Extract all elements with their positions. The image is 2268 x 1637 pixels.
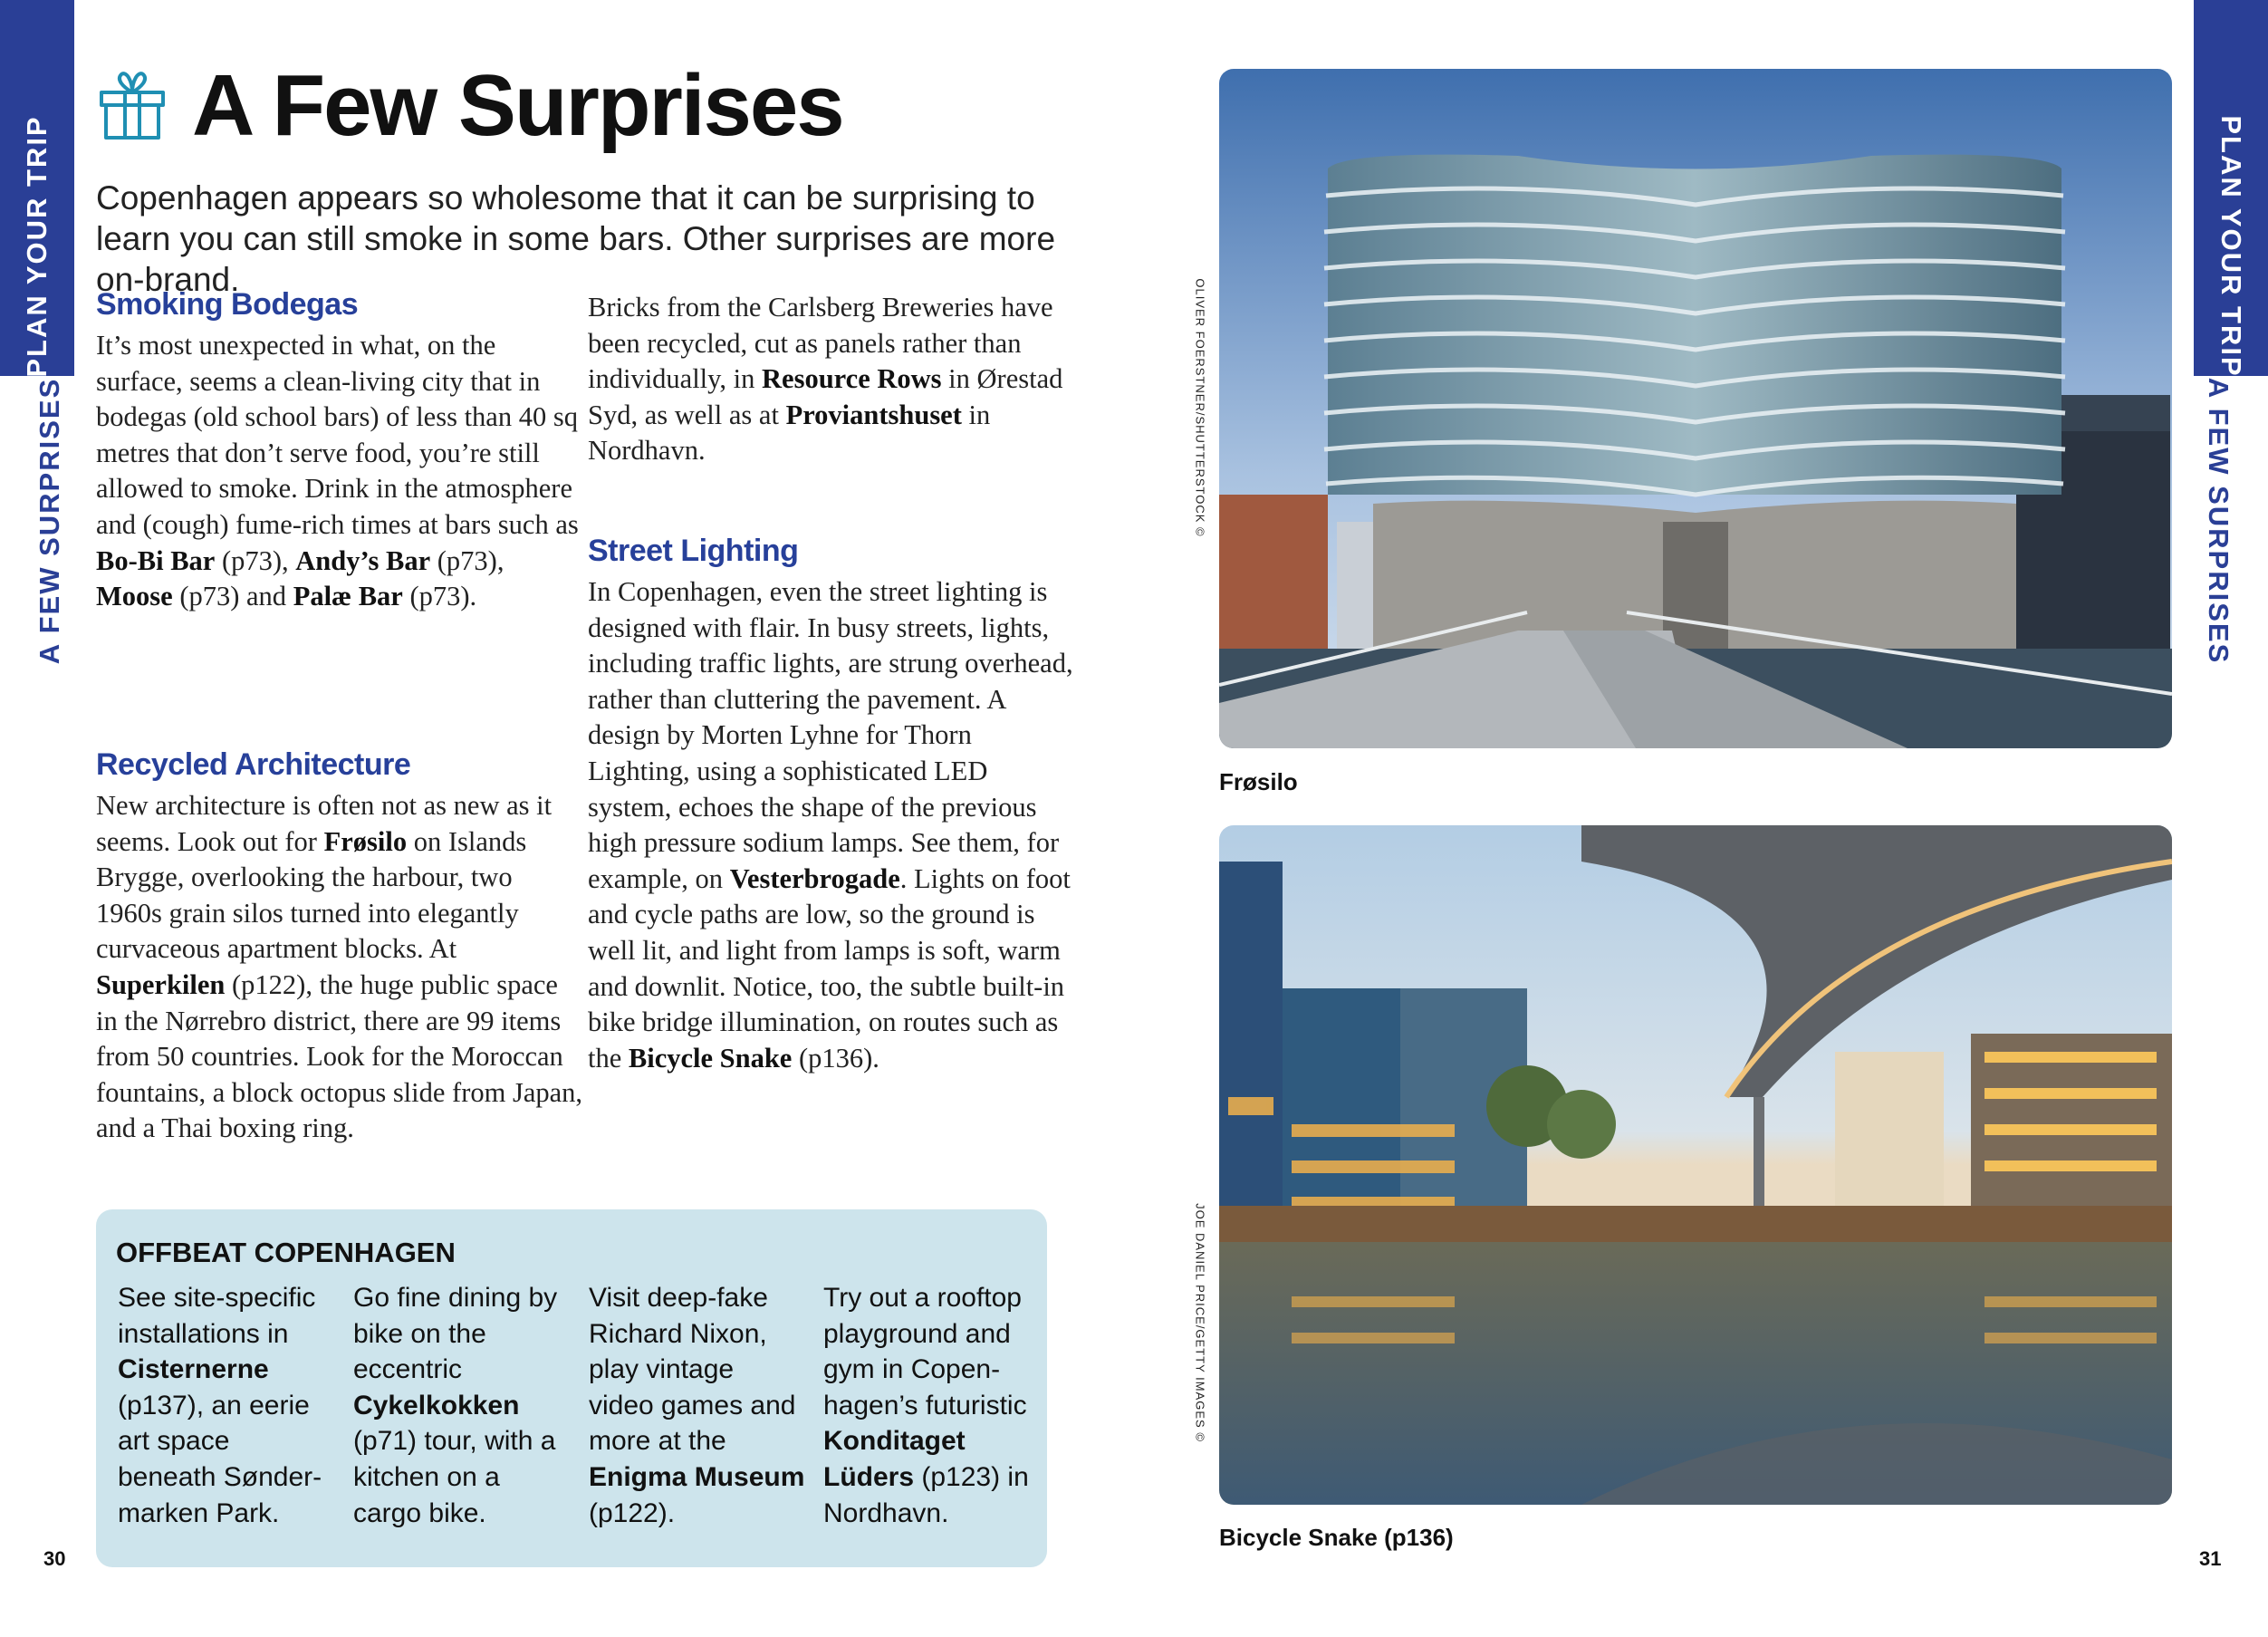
right-tab-plan-your-trip: PLAN YOUR TRIP xyxy=(2215,115,2247,378)
photo-credit-bottom: JOE DANIEL PRICE/GETTY IMAGES © xyxy=(1193,1203,1207,1442)
offbeat-item: Try out a rooftop playground and gym in Copenhagen’s futuristic Konditaget Lüders (p123) in Nordhavn. xyxy=(823,1283,1029,1528)
section-body: In Copenhagen, even the street lighting is designed with flair. In busy streets, lights, including traffic lights, are strung overhead, rather than cluttering the pavement. A design by Morten Lyhne for Thorn Lighting, using a sophisticated LED system, echoes the shape of the previous high pressure sodium lamps. See them, for example, on Vesterbrogade. Lights on foot and cycle paths are low, so the ground is well lit, and light from lamps is soft, warm and downlit. Notice, too, the subtle built-in bike bridge illumination, on routes such as the Bicycle Snake (p136). xyxy=(588,576,1073,1074)
section-body: New architecture is often not as new as it seems. Look out for Frøsilo on Islands Brygge, overlooking the harbour, two 1960s grain silos turned into elegantly curvaceous apartment blocks. At Superkilen (p122), the huge public space in the Nørrebro district, there are 99 items from 50 countries. Look for the Moroccan fountains, a block octopus slide from Japan, and a Thai boxing ring. xyxy=(96,790,583,1144)
photo-caption-bottom: Bicycle Snake (p136) xyxy=(1219,1524,1454,1551)
left-tab-plan-your-trip: PLAN YOUR TRIP xyxy=(21,115,53,378)
section-body: Bricks from the Carlsberg Breweries have been recycled, cut as panels rather than individually, in Resource Rows in Ørestad Syd, as well as at Proviantshuset in Nordhavn. xyxy=(588,292,1063,467)
offbeat-item: Go fine dining by bike on the eccentric Cykelkokken (p71) tour, with a kitchen on a cargo bike. xyxy=(353,1283,558,1528)
offbeat-copenhagen-box xyxy=(96,1209,1047,1567)
photo-frosilo xyxy=(1219,69,2172,748)
offbeat-item: See site-specific installations in Cisternerne (p137), an eerie art space beneath Søndermarken Park. xyxy=(118,1283,322,1528)
section-heading: Recycled Architecture xyxy=(96,747,411,782)
section-street-lighting xyxy=(588,533,1077,1076)
section-recycled-architecture xyxy=(96,746,585,1147)
page-number-left: 30 xyxy=(43,1547,66,1570)
section-smoking-bodegas xyxy=(96,286,585,615)
page-title: A Few Surprises xyxy=(192,57,843,154)
section-recycled-continued xyxy=(588,290,1077,469)
right-tab-section-name: A FEW SURPRISES xyxy=(2203,377,2234,665)
photo-caption-top: Frøsilo xyxy=(1219,768,1298,795)
section-heading: Street Lighting xyxy=(588,534,799,568)
photo-credit-top: OLIVER FOERSTNER/SHUTTERSTOCK © xyxy=(1193,278,1207,537)
intro-paragraph: Copenhagen appears so wholesome that it can be surprising to learn you can still smoke in some bars. Other surprises are more on-brand. xyxy=(96,179,1056,298)
gift-icon xyxy=(96,69,168,141)
section-body: It’s most unexpected in what, on the surface, seems a clean-living city that in bodegas (old school bars) of less than 40 sq metres that don’t serve food, you’re still allowed to smoke. Drink in the atmosphere and (cough) fume-rich times at bars such as Bo-Bi Bar (p73), Andy’s Bar (p73), Moose (p73) and Palæ Bar (p73). xyxy=(96,330,579,612)
photo-bicycle-snake xyxy=(1219,825,2172,1505)
page-number-right: 31 xyxy=(2199,1547,2222,1570)
section-heading: Smoking Bodegas xyxy=(96,287,359,322)
offbeat-item: Visit deep-fake Richard Nixon, play vintage video games and more at the Enigma Museum (p122). xyxy=(589,1283,805,1528)
box-title: OFFBEAT COPENHAGEN xyxy=(116,1237,456,1268)
left-tab-section-name: A FEW SURPRISES xyxy=(34,377,65,665)
